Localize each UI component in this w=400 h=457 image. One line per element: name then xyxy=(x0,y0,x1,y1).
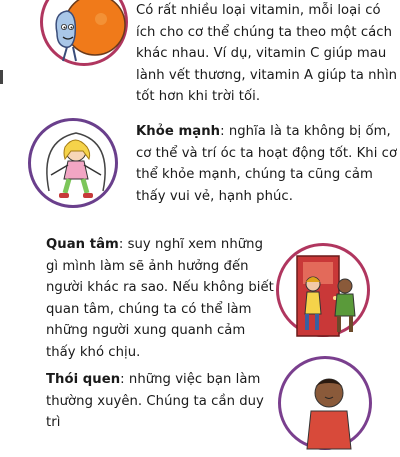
habit-paragraph xyxy=(46,369,274,434)
boy-portrait-icon xyxy=(281,359,375,453)
vitamin-paragraph xyxy=(136,0,398,108)
vitamin-text: Có rất nhiều loại vitamin, mỗi loại có ích cho cơ thể chúng ta theo một cách khác nhau. Ví dụ, vitamin C giúp mau lành vết thương, vitamin A giúp ta nhìn tốt hơn khi trời tối. xyxy=(136,3,398,104)
vitamin-illustration xyxy=(40,0,128,66)
healthy-text: : nghĩa là ta không bị ốm, cơ thể và trí óc ta hoạt động tốt. Khi cơ thể khỏe mạnh, chúng ta cũng cảm thấy vui vẻ, hạnh phúc. xyxy=(136,124,398,204)
orange-vitamin-character-icon xyxy=(43,0,131,69)
care-term: Quan tâm xyxy=(46,237,119,252)
girl-jumping-rope-icon xyxy=(31,121,121,211)
children-at-door-icon xyxy=(279,246,373,340)
care-text: : suy nghĩ xem những gì mình làm sẽ ảnh hưởng đến người khác ra sao. Nếu không biết quan tâm, chúng ta có thể làm những người xung quanh cảm thấy khó chịu. xyxy=(46,237,274,360)
healthy-term: Khỏe mạnh xyxy=(136,124,221,139)
care-illustration xyxy=(276,243,370,337)
habit-illustration xyxy=(278,356,372,450)
healthy-paragraph xyxy=(136,121,398,207)
habit-term: Thói quen xyxy=(46,372,121,387)
habit-text: : những việc bạn làm thường xuyên. Chúng ta cần duy trì xyxy=(46,372,264,430)
care-paragraph xyxy=(46,234,274,363)
healthy-illustration xyxy=(28,118,118,208)
page-edge-mark xyxy=(0,70,3,84)
